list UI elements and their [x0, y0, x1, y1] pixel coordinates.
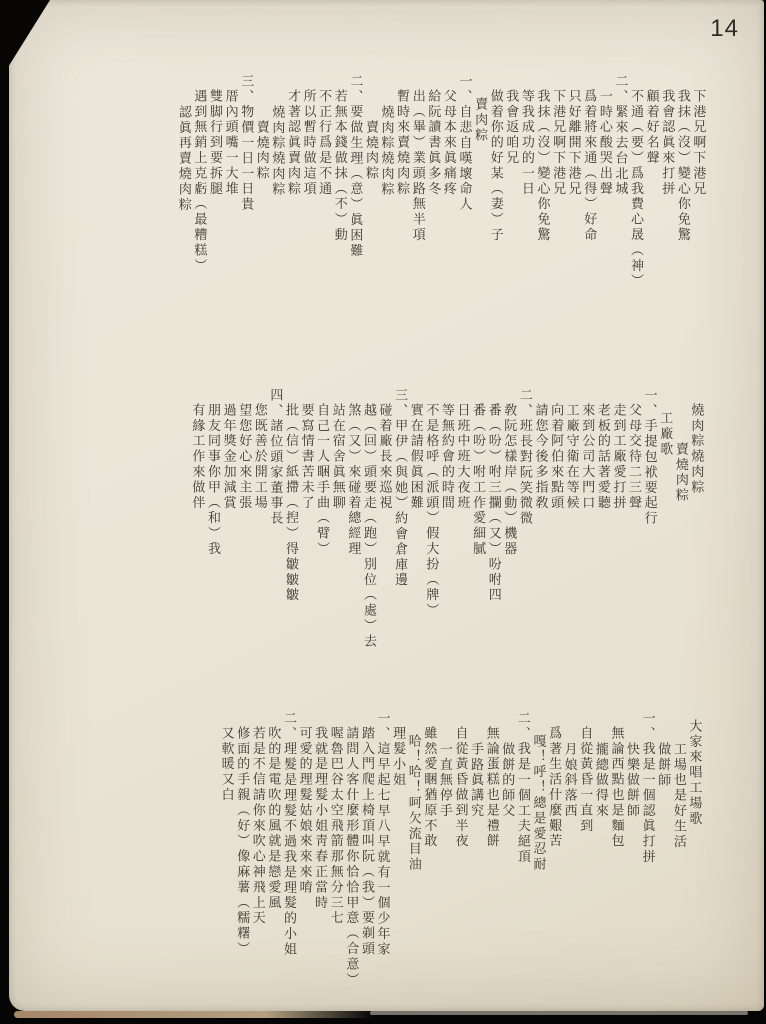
- verse-line: 手路眞講究: [469, 741, 485, 819]
- verse-line: 若無本錢做抹（不）動: [332, 89, 348, 244]
- song-title: 理髮小姐: [391, 726, 407, 789]
- verse-line: 三、物價一日一日貴: [239, 74, 255, 213]
- verse-line: 番（吩）咐工作愛細膩: [471, 403, 487, 558]
- verse-line: 所以暫時做這項: [301, 89, 317, 198]
- verse-line: 工場也是好生活: [671, 741, 687, 850]
- verse-line: 您既善於開工場: [252, 403, 268, 512]
- verse-line: 賣燒肉粽: [673, 441, 689, 504]
- verse-line: 越（回）頭要走（跑）別位（處）去: [361, 403, 377, 650]
- verse-line: 要寫情書苦未了: [299, 403, 315, 512]
- song-title: 做餅師: [656, 741, 672, 789]
- verse-line: 遇到無銷上克虧（最糟糕）: [192, 89, 208, 275]
- verse-line: 我抹（沒）變心你免驚: [535, 89, 551, 244]
- verse-line: 二、要做生理（意）眞困難: [348, 74, 364, 259]
- verse-line: 雙脚行到要拆腿: [208, 89, 223, 198]
- verse-line: 工廠守衛在等候: [564, 403, 580, 512]
- verse-line: 過年獎金加減賞: [221, 403, 237, 512]
- verse-line: 自從黃昏做到半夜: [453, 726, 469, 850]
- verse-line: 我會認眞來打拼: [660, 89, 676, 198]
- verse-line: 碰着廠長來巡視: [377, 403, 393, 512]
- verse-line: 老板的話著愛聽: [595, 403, 611, 512]
- verse-line: 大家來唱工場歌: [687, 718, 703, 827]
- verse-line: 吹的是電吹的風就是戀愛風: [266, 726, 282, 912]
- page-bottom-edge-light: [370, 1011, 748, 1015]
- verse-line: 望您好心來主張: [237, 403, 253, 512]
- verse-line: 若是不信請你來吹心神飛上天: [250, 726, 266, 927]
- verse-line: 來到公司大門口: [580, 403, 596, 512]
- verse-line: 請問人客什麼形體你恰恰甲意（合意）: [344, 726, 360, 989]
- verse-line: 有緣工作來做伴: [190, 403, 206, 512]
- verse-line: 做餅的師父: [500, 741, 516, 819]
- verse-line: 喔魯巴谷太空飛箭那無分三七: [328, 726, 344, 927]
- verse-line: 二、我是一個工夫絕頂: [515, 711, 531, 865]
- verse-line: 雖然愛睏猶原不敢: [422, 726, 438, 850]
- verse-line: 可愛的理髮姑娘來來來唷: [297, 726, 313, 896]
- page-number: 14: [710, 15, 739, 42]
- verse-line: 我就是理髮小姐靑春正當時: [313, 726, 329, 912]
- verse-line: 我會返咱兄: [504, 89, 520, 167]
- verse-line: 一、我是一個認眞打拼: [640, 711, 656, 865]
- verse-line: 一直無停手: [437, 741, 453, 819]
- verse-line: 走到工廠愛打拼: [611, 403, 627, 512]
- verse-line: 自己一人睏手曲（臂）: [315, 403, 331, 558]
- verse-line: 給阮讀書眞多冬: [426, 89, 442, 198]
- verse-line: 無論蛋糕也是禮餅: [484, 726, 500, 850]
- verse-line: 不正行爲是不通: [317, 89, 333, 198]
- song-block-top: [175, 74, 708, 314]
- verse-line: 哈！哈！呵欠流目油: [406, 734, 422, 873]
- verse-line: 攏總做得來: [593, 741, 609, 819]
- verse-line: 一、這早起七早八早就有一個少年家: [375, 711, 391, 958]
- verse-line: 顧着好名聲: [644, 89, 660, 167]
- verse-line: 月娘斜落西: [562, 741, 578, 819]
- verse-line: 出（畢）業頭路無半項: [410, 89, 426, 244]
- verse-line: 才著認眞賣肉粽: [285, 89, 301, 198]
- verse-line: 下港兄啊下港兄: [551, 89, 567, 198]
- verse-line: 快樂做餅師: [625, 741, 641, 819]
- verse-line: 父母本來眞痛疼: [441, 89, 457, 198]
- verse-line: 父母交待二三聲: [627, 403, 643, 512]
- song-title: 工廠歌: [658, 411, 674, 458]
- verse-line: 二、緊來去台北城: [613, 74, 629, 198]
- verse-line: 番（吩）咐三攔（又）吩咐四: [486, 403, 502, 604]
- verse-line: 站在宿舍眞無聊: [330, 403, 346, 512]
- verse-line: 只好離開下港兄: [566, 89, 582, 198]
- verse-line: 無論西點也是麵包: [609, 726, 625, 850]
- verse-line: 燒肉粽燒肉粽: [379, 104, 395, 198]
- verse-line: 踏入門爬上椅頂叫阮（我）要剃頭: [359, 726, 375, 958]
- verse-line: 我抹（沒）變心你免驚: [675, 89, 691, 244]
- verse-line: 請您今後多指敎: [533, 403, 549, 512]
- verse-line: 等無約會的時間: [439, 403, 455, 512]
- verse-line: 嘎！呼！總是愛忍耐: [531, 734, 547, 873]
- verse-line: 下港兄啊下港兄: [691, 89, 707, 198]
- verse-line: 朋友同事你甲（和）我: [206, 403, 221, 558]
- verse-line: 不是格呼（派頭）假大扮（牌）: [424, 403, 440, 619]
- verse-line: 一、手提包袱要起行: [642, 388, 658, 527]
- scanned-page: [9, 0, 764, 1011]
- verse-line: 爲著生活什麼艱苦: [547, 726, 563, 850]
- verse-line: 又軟暖又白: [219, 726, 235, 804]
- verse-line: 厝內頭嘴一大堆: [223, 89, 239, 198]
- verse-line: 日班中班大夜班: [455, 403, 471, 512]
- verse-line: 等我成功的一日: [519, 89, 535, 198]
- song-title: 賣肉粽: [473, 97, 489, 144]
- verse-line: 賣燒肉粽: [363, 120, 379, 182]
- verse-line: 三、甲伊（與她）約會倉庫邊: [393, 388, 409, 589]
- verse-line: 二、班長對阮笑微微: [517, 388, 533, 527]
- verse-line: 實在請假眞困難: [408, 403, 424, 512]
- verse-line: 爲着將來通（得）好命: [582, 89, 598, 244]
- verse-line: 修面的手親（好）像麻薯（糯糬）: [235, 726, 251, 958]
- verse-line: 一時心酸哭出聲: [597, 89, 613, 198]
- verse-line: 批（信）紙摕（揑）得皺皺皺: [283, 403, 299, 604]
- verse-line: 賣燒肉粽: [254, 120, 270, 182]
- verse-line: 不通（要）爲我費心晟（神）: [629, 89, 645, 290]
- page-bottom-edge: [14, 1011, 374, 1018]
- verse-line: 暫時來賣燒肉粽: [395, 89, 411, 198]
- verse-line: 四、諸位頭家董事長: [268, 388, 284, 527]
- verse-line: 燒肉粽燒肉粽: [689, 403, 705, 496]
- verse-line: 一、自悲自嘆壞命人: [457, 74, 473, 213]
- song-block-bottom: [218, 711, 704, 1001]
- verse-line: 燒肉粽燒肉粽: [270, 104, 286, 198]
- verse-line: 向着阿伯來點頭: [549, 403, 565, 512]
- verse-line: 二、理髮是理髮不過我是理髮的小姐: [281, 711, 297, 958]
- verse-line: 認眞再賣燒肉粽: [176, 104, 192, 213]
- verse-line: 煞（又）來碰着總經理: [346, 403, 362, 558]
- verse-line: 自從黃昏一直到: [578, 726, 594, 835]
- verse-line: 敎阮怎樣岸（動）機器: [502, 403, 518, 558]
- song-block-middle: [189, 388, 706, 676]
- verse-line: 做着你的好某（妻）子: [488, 89, 504, 244]
